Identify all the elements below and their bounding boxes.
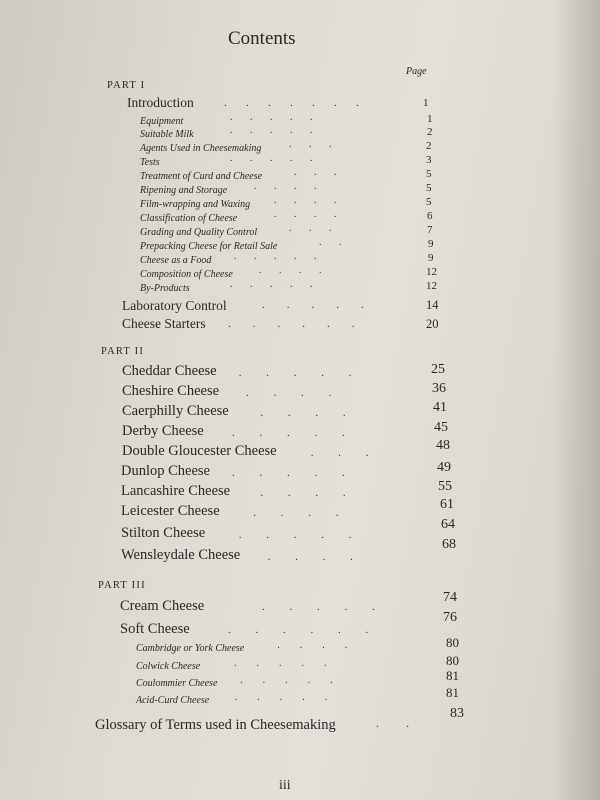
leader-dots: . . . . . bbox=[238, 367, 352, 379]
entry-page-number: 9 bbox=[428, 238, 434, 250]
entry-label: Grading and Quality Control bbox=[140, 227, 258, 238]
toc-entry bbox=[121, 546, 240, 564]
leader-dots: . . . . . bbox=[234, 692, 328, 703]
entry-label: Colwick Cheese bbox=[136, 661, 201, 672]
leader-dots: . . . bbox=[310, 447, 369, 459]
entry-page-number: 41 bbox=[433, 400, 447, 415]
entry-label: Film-wrapping and Waxing bbox=[140, 199, 251, 210]
entry-label: Prepacking Cheese for Retail Sale bbox=[140, 241, 278, 252]
entry-label: Acid-Curd Cheese bbox=[136, 695, 210, 706]
entry-label: Classification of Cheese bbox=[140, 213, 238, 224]
leader-dots: . . . . . bbox=[262, 601, 375, 613]
part-2-heading: PART II bbox=[101, 346, 145, 357]
entry-label: Cheddar Cheese bbox=[122, 363, 217, 379]
leader-dots: . . . . bbox=[253, 507, 339, 519]
toc-subentry bbox=[136, 638, 244, 656]
entry-page-number: 81 bbox=[446, 668, 459, 683]
entry-label: Cheese as a Food bbox=[140, 255, 212, 266]
leader-dots: . . . . . . . bbox=[224, 97, 359, 109]
entry-label: Derby Cheese bbox=[122, 423, 204, 439]
leader-dots: . . . . bbox=[246, 387, 332, 399]
toc-entry bbox=[122, 402, 229, 420]
leader-dots: . . . . . bbox=[232, 427, 345, 439]
entry-page-number: 68 bbox=[442, 537, 456, 552]
leader-dots: . . . . bbox=[274, 195, 337, 206]
entry-label: By-Products bbox=[140, 283, 190, 294]
leader-dots: . . . . bbox=[267, 551, 353, 563]
page-folio: iii bbox=[279, 778, 291, 793]
entry-page-number: 45 bbox=[434, 420, 448, 435]
leader-dots: . . . . bbox=[274, 209, 337, 220]
leader-dots: . . . . bbox=[259, 265, 322, 276]
entry-label: Composition of Cheese bbox=[140, 269, 233, 280]
entry-page-number: 9 bbox=[428, 252, 434, 264]
leader-dots: . . . . . bbox=[238, 529, 352, 541]
toc-subentry bbox=[136, 656, 200, 674]
leader-dots: . . . . bbox=[277, 640, 348, 651]
entry-page-number: 12 bbox=[426, 266, 437, 278]
entry-label: Caerphilly Cheese bbox=[122, 403, 229, 419]
toc-entry bbox=[122, 442, 277, 460]
entry-label: Ripening and Storage bbox=[140, 185, 228, 196]
entry-page-number: 25 bbox=[431, 362, 445, 377]
entry-page-number: 80 bbox=[446, 653, 459, 668]
entry-page-number: 14 bbox=[426, 298, 439, 312]
leader-dots: . . . bbox=[294, 167, 337, 178]
leader-dots: . . . . bbox=[260, 487, 346, 499]
entry-page-number: 5 bbox=[426, 168, 432, 180]
leader-dots: . . . . . bbox=[232, 467, 345, 479]
entry-label: Double Gloucester Cheese bbox=[122, 443, 277, 459]
toc-entry-glossary bbox=[95, 717, 336, 734]
toc-entry-introduction bbox=[127, 94, 194, 112]
entry-label: Lancashire Cheese bbox=[121, 483, 231, 499]
toc-entry bbox=[121, 462, 210, 480]
entry-label: Tests bbox=[140, 157, 160, 168]
entry-label: Equipment bbox=[140, 116, 184, 127]
entry-page-number: 5 bbox=[426, 182, 432, 194]
leader-dots: . . . . . . bbox=[228, 318, 355, 330]
toc-entry-cheese-starters bbox=[122, 315, 206, 333]
page-edge-shadow bbox=[554, 0, 600, 800]
entry-label: Suitable Milk bbox=[140, 129, 194, 140]
entry-page-number: 3 bbox=[426, 154, 432, 166]
leader-dots: . . bbox=[376, 718, 409, 730]
toc-entry bbox=[122, 362, 217, 380]
entry-page-number: 36 bbox=[432, 381, 446, 396]
entry-page-number: 76 bbox=[443, 610, 457, 625]
leader-dots: . . . . . . bbox=[228, 624, 369, 636]
entry-page-number: 48 bbox=[436, 438, 450, 453]
entry-page-number: 6 bbox=[427, 210, 433, 222]
leader-dots: . . . bbox=[289, 223, 332, 234]
entry-page-number: 55 bbox=[438, 479, 452, 494]
part-1-heading: PART I bbox=[107, 80, 146, 91]
entry-label: Introduction bbox=[127, 95, 194, 110]
entry-label: Cheshire Cheese bbox=[122, 383, 220, 399]
toc-entry-laboratory-control bbox=[122, 297, 227, 315]
entry-page-number: 2 bbox=[426, 140, 432, 152]
toc-subentry bbox=[136, 690, 209, 708]
entry-label: Coulommier Cheese bbox=[136, 678, 218, 689]
entry-page-number: 81 bbox=[446, 685, 459, 700]
entry-label: Cream Cheese bbox=[120, 598, 205, 614]
entry-page-number: 20 bbox=[426, 317, 439, 331]
toc-entry-cream-cheese bbox=[120, 597, 204, 615]
entry-label: Soft Cheese bbox=[120, 621, 190, 637]
entry-label: Cambridge or York Cheese bbox=[136, 643, 245, 654]
entry-page-number: 49 bbox=[437, 460, 451, 475]
entry-page-number: 7 bbox=[427, 224, 433, 236]
entry-label: Stilton Cheese bbox=[121, 525, 206, 541]
entry-label: Glossary of Terms used in Cheesemaking bbox=[95, 717, 336, 733]
leader-dots: . . . . . bbox=[230, 153, 313, 164]
toc-entry bbox=[121, 482, 230, 500]
entry-page-number: 74 bbox=[443, 590, 457, 605]
entry-page-number: 64 bbox=[441, 517, 455, 532]
entry-label: Laboratory Control bbox=[122, 298, 227, 313]
leader-dots: . . . . bbox=[254, 181, 317, 192]
leader-dots: . . . . . bbox=[234, 658, 327, 669]
toc-entry bbox=[121, 524, 205, 542]
toc-subentry bbox=[140, 278, 190, 296]
entry-page-number: 61 bbox=[440, 497, 454, 512]
toc-entry bbox=[122, 422, 204, 440]
toc-entry bbox=[122, 382, 219, 400]
entry-page-number: 83 bbox=[450, 706, 464, 721]
toc-entry-soft-cheese bbox=[120, 620, 190, 638]
leader-dots: . . . . . bbox=[262, 299, 364, 311]
entry-page-number: 2 bbox=[427, 126, 433, 138]
entry-label: Cheese Starters bbox=[122, 316, 206, 331]
toc-entry bbox=[121, 502, 220, 520]
entry-page-number: 1 bbox=[427, 113, 433, 125]
leader-dots: . . . . . bbox=[230, 125, 313, 136]
entry-page-number: 80 bbox=[446, 635, 459, 650]
entry-label: Wensleydale Cheese bbox=[121, 547, 241, 563]
leader-dots: . . bbox=[319, 237, 342, 248]
leader-dots: . . . bbox=[289, 139, 332, 150]
toc-subentry bbox=[136, 673, 217, 691]
contents-title: Contents bbox=[228, 28, 296, 49]
leader-dots: . . . . . bbox=[230, 279, 313, 290]
entry-label: Treatment of Curd and Cheese bbox=[140, 171, 263, 182]
leader-dots: . . . . . bbox=[234, 251, 317, 262]
leader-dots: . . . . bbox=[260, 407, 346, 419]
leader-dots: . . . . . bbox=[240, 675, 333, 686]
entry-label: Agents Used in Cheesemaking bbox=[140, 143, 262, 154]
part-3-heading: PART III bbox=[98, 580, 146, 591]
entry-page-number: 12 bbox=[426, 280, 437, 292]
entry-page-number: 5 bbox=[426, 196, 432, 208]
page-column-header: Page bbox=[406, 66, 427, 77]
entry-label: Dunlop Cheese bbox=[121, 463, 210, 479]
leader-dots: . . . . . bbox=[230, 112, 313, 123]
entry-label: Leicester Cheese bbox=[121, 503, 220, 519]
entry-page-number: 1 bbox=[423, 97, 429, 109]
